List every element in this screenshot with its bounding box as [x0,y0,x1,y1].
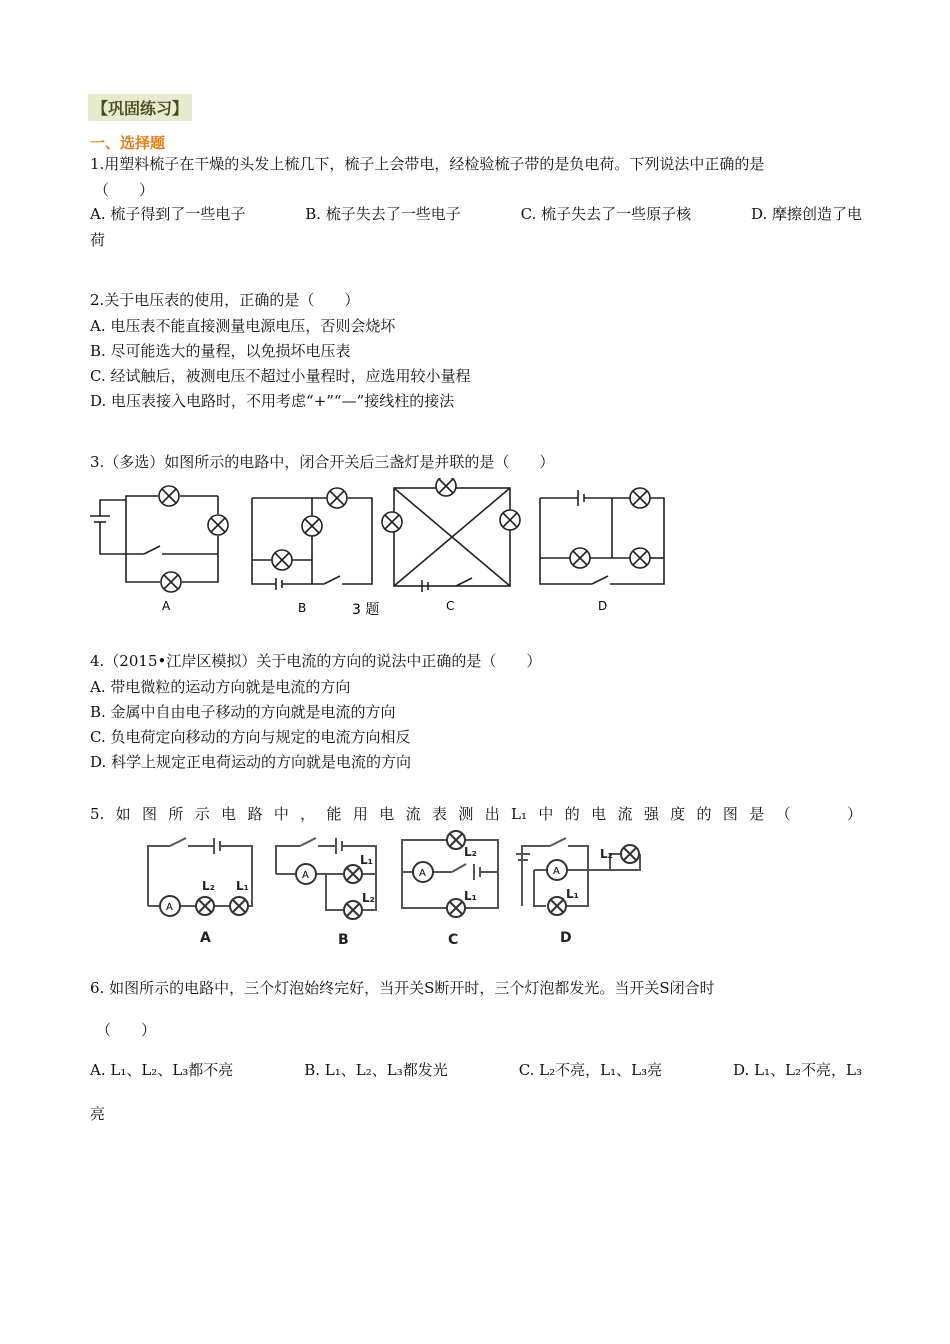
q3-a-lamp-top [159,486,179,506]
ammeter-label: A [553,866,560,877]
q3-label-c: C [446,599,455,613]
q5-d-lamp-l1 [548,897,566,915]
q5-stem [90,804,862,824]
q5-char: 中 [273,805,289,823]
q6-options [90,1060,862,1080]
q3-figure-b [252,498,372,590]
q5-d-l2-label: L₂ [600,847,613,861]
q3-label-b: B [298,601,307,615]
q4-stem: 4.（2015•江岸区模拟）关于电流的方向的说法中正确的是（ ） [90,652,542,670]
q3-label-a: A [162,599,171,613]
q5-char: 图 [722,805,738,823]
q5-char: 是 [749,805,765,823]
q5-char: 电 [591,805,607,823]
q5-d-lamp-l2 [621,845,639,863]
q5-char: L₁ [511,805,528,823]
q5-b-lamp-l2 [344,901,362,919]
q5-paren-open: （ [775,805,791,823]
q5-char: 的 [564,805,580,823]
q5-c-l1-label: L₁ [464,889,477,903]
ammeter-label: A [166,902,173,913]
q1-options [90,204,862,224]
q5-a-l1-label: L₁ [236,879,249,893]
q5-c-lamp-l1 [447,899,465,917]
q3-c-lamp-right [500,510,520,530]
q1-answer-paren: （ ） [94,181,155,199]
q5-char: 中 [538,805,554,823]
q3-a-lamp-right [208,515,228,535]
q6-option-c[interactable]: C. L₂不亮，L₁、L₃亮 [518,1061,663,1079]
q3-stem: 3.（多选）如图所示的电路中，闭合开关后三盏灯是并联的是（ ） [90,453,555,471]
q5-char: 度 [670,805,686,823]
q2-option-b[interactable]: B. 尽可能选大的量程，以免损坏电压表 [90,342,351,360]
q3-circuit-figures [86,478,676,620]
q6-answer-paren: （ ） [96,1021,157,1039]
q6-option-a[interactable]: A. L₁、L₂、L₃都不亮 [90,1061,234,1079]
q6-stem: 6. 如图所示的电路中，三个灯泡始终完好，当开关S断开时，三个灯泡都发光。当开关S闭合时 [90,979,715,997]
q5-b-lamp-l1 [344,865,362,883]
section-heading-tag: 【巩固练习】 [88,94,192,121]
q5-char: 测 [458,805,474,823]
q3-d-lamp-left [570,548,590,568]
q5-label-a: A [200,930,211,946]
q5-char: 5. [90,805,105,823]
q5-char: ， [300,805,316,823]
q5-char: 电 [379,805,395,823]
q3-d-lamp-right [630,548,650,568]
q5-label-b: B [338,932,349,948]
q5-ammeters [160,860,567,916]
q3-d-lamp-top [630,488,650,508]
q3-b-lamp-top [327,488,347,508]
q5-char: 出 [484,805,500,823]
q4-option-d[interactable]: D. 科学上规定正电荷运动的方向就是电流的方向 [90,753,412,771]
q3-a-lamp-bottom [161,572,181,592]
q1-option-d[interactable]: D. 摩擦创造了电 [750,205,862,223]
q5-char: 如 [115,805,131,823]
q5-char: 所 [168,805,184,823]
q5-a-lamp-l1 [230,897,248,915]
q6-option-d[interactable]: D. L₁、L₂不亮，L₃ [733,1061,862,1079]
q5-c-lamp-l2 [447,831,465,849]
q3-figure-a [90,496,218,582]
ammeter-label: A [419,868,426,879]
q3-b-lamp-middle [302,516,322,536]
q1-option-c[interactable]: C. 梳子失去了一些原子核 [520,205,692,223]
q5-char: 路 [247,805,263,823]
q2-option-c[interactable]: C. 经试触后，被测电压不超过小量程时，应选用较小量程 [90,367,471,385]
q2-option-d[interactable]: D. 电压表接入电路时，不用考虑“+”“—”接线柱的接法 [90,392,455,410]
q5-char: 电 [221,805,237,823]
q2-option-a[interactable]: A. 电压表不能直接测量电源电压，否则会烧坏 [90,317,396,335]
q6-option-d-wrap: 亮 [90,1105,106,1123]
q5-figure-a [148,838,252,906]
q5-b-l1-label: L₁ [360,853,373,867]
q5-char: 表 [431,805,447,823]
q4-option-c[interactable]: C. 负电荷定向移动的方向与规定的电流方向相反 [90,728,411,746]
q4-option-a[interactable]: A. 带电微粒的运动方向就是电流的方向 [90,678,351,696]
q5-char: 的 [696,805,712,823]
q5-char: 示 [194,805,210,823]
q3-caption: 3 题 [352,602,380,618]
q5-paren-close: ） [846,805,862,823]
q1-option-b[interactable]: B. 梳子失去了一些电子 [305,205,461,223]
q4-option-b[interactable]: B. 金属中自由电子移动的方向就是电流的方向 [90,703,396,721]
q5-char: 图 [142,805,158,823]
q5-b-l2-label: L₂ [362,891,375,905]
q5-a-lamp-l2 [196,897,214,915]
q3-c-lamp-left [382,512,402,532]
ammeter-label: A [302,870,309,881]
q6-option-b[interactable]: B. L₁、L₂、L₃都发光 [304,1061,448,1079]
q1-option-d-wrap: 荷 [90,231,106,249]
q2-stem: 2.关于电压表的使用，正确的是（ ） [90,291,360,309]
section-title: 一、选择题 [90,134,166,152]
q1-option-a[interactable]: A. 梳子得到了一些电子 [90,205,246,223]
q3-figure-c [394,488,510,592]
q5-char: 用 [352,805,368,823]
q5-char: 强 [643,805,659,823]
q5-label-d: D [560,930,572,946]
q3-label-d: D [598,599,608,613]
q3-c-lamp-top [436,478,456,496]
q3-b-lamp-left [272,550,292,570]
q5-d-l1-label: L₁ [566,887,579,901]
q5-a-l2-label: L₂ [202,879,215,893]
q5-char: 流 [617,805,633,823]
q5-circuit-figures [140,828,650,952]
q5-label-c: C [448,932,459,948]
q5-char: 能 [326,805,342,823]
q1-stem: 1.用塑料梳子在干燥的头发上梳几下，梳子上会带电，经检验梳子带的是负电荷。下列说法中正确的是 [90,155,765,173]
q5-c-l2-label: L₂ [464,845,477,859]
q5-char: 流 [405,805,421,823]
